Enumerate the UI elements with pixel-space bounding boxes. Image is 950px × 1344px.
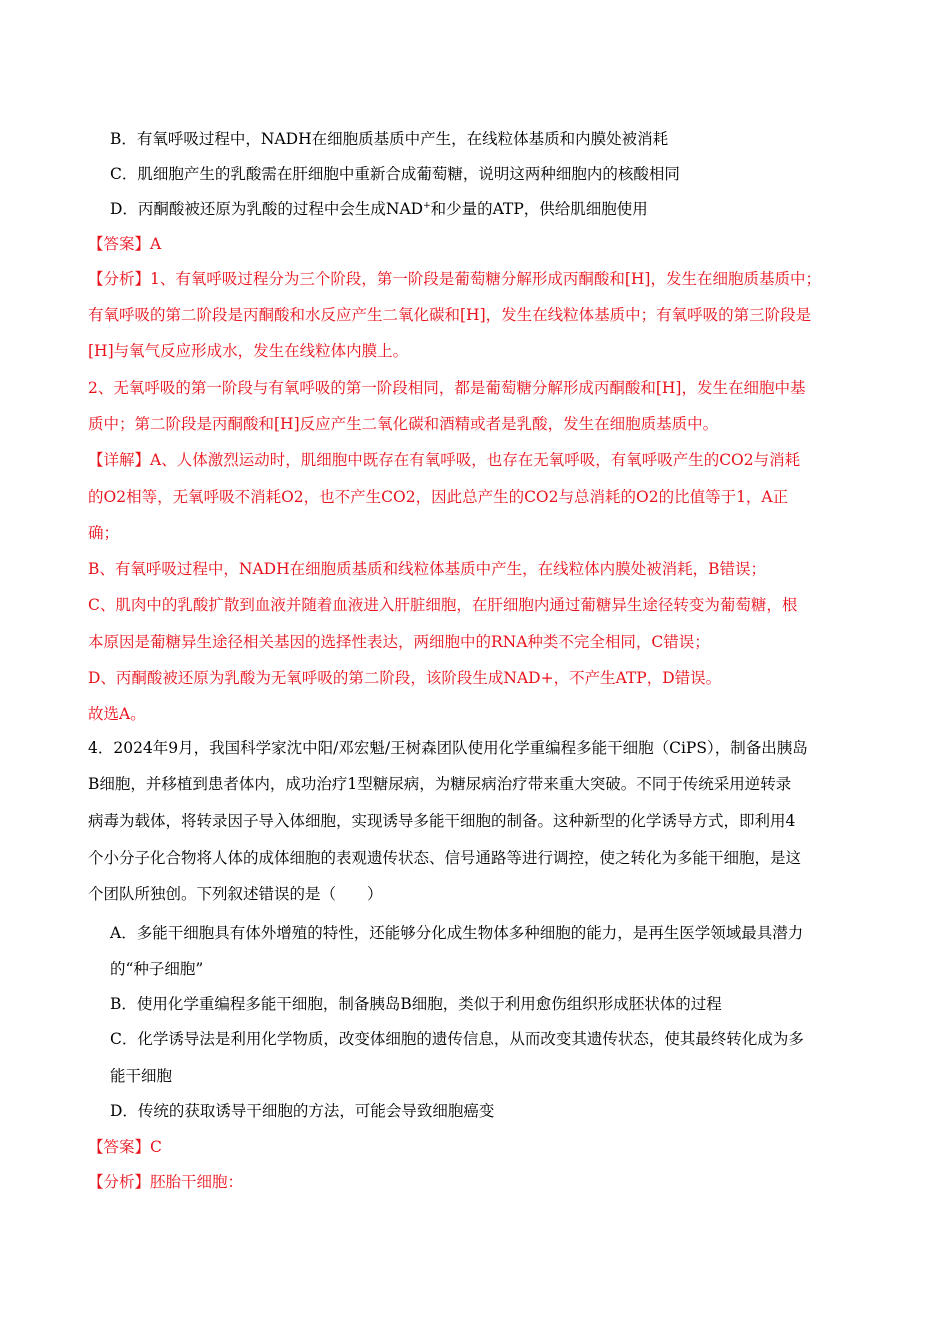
q3-answer: 【答案】A — [88, 235, 162, 253]
q3-option-c: C．肌细胞产生的乳酸需在肝细胞中重新合成葡萄糖，说明这两种细胞内的核酸相同 — [110, 165, 680, 183]
q3-option-d-text-end: 和少量的ATP，供给肌细胞使用 — [430, 200, 648, 218]
q3-detail-line: 的O2相等，无氧呼吸不消耗O2，也不产生CO2，因此总产生的CO2与总消耗的O2的比值等于1，A正 — [88, 488, 789, 506]
q3-detail-line: 【详解】A、人体激烈运动时，肌细胞中既存在有氧呼吸，也存在无氧呼吸，有氧呼吸产生的CO2与消耗 — [88, 451, 801, 469]
q3-analysis-line: 2、无氧呼吸的第一阶段与有氧呼吸的第一阶段相同，都是葡萄糖分解形成丙酮酸和[H]，发生在细胞中基 — [88, 379, 806, 397]
q3-detail-line: B、有氧呼吸过程中，NADH在细胞质基质和线粒体基质中产生，在线粒体内膜处被消耗，B错误； — [88, 560, 766, 578]
q3-analysis-line: 质中；第二阶段是丙酮酸和[H]反应产生二氧化碳和酒精或者是乳酸，发生在细胞质基质中。 — [88, 415, 719, 433]
q3-analysis-line: 【分析】1、有氧呼吸过程分为三个阶段，第一阶段是葡萄糖分解形成丙酮酸和[H]，发生在细胞质基质中； — [88, 270, 821, 288]
q4-stem-line: 个团队所独创。下列叙述错误的是（ ） — [88, 885, 383, 903]
q4-option-b: B．使用化学重编程多能干细胞，制备胰岛B细胞，类似于利用愈伤组织形成胚状体的过程 — [110, 995, 722, 1013]
q4-stem-line: 4．2024年9月，我国科学家沈中阳/邓宏魁/王树森团队使用化学重编程多能干细胞（CiPS），制备出胰岛 — [88, 739, 808, 757]
q4-option-c-cont: 能干细胞 — [110, 1067, 173, 1085]
q3-option-d-text: D．丙酮酸被还原为乳酸的过程中会生成NAD — [110, 200, 424, 218]
q3-analysis-line: [H]与氧气反应形成水，发生在线粒体内膜上。 — [88, 342, 409, 360]
q4-stem-line: 病毒为载体，将转录因子导入体细胞，实现诱导多能干细胞的制备。这种新型的化学诱导方式，即利用4 — [88, 812, 796, 830]
q4-option-a-cont: 的“种子细胞” — [110, 960, 204, 978]
q4-stem-line: B细胞，并移植到患者体内，成功治疗1型糖尿病，为糖尿病治疗带来重大突破。不同于传统采用逆转录 — [88, 775, 792, 793]
q4-answer: 【答案】C — [88, 1138, 162, 1156]
q4-analysis-start: 【分析】胚胎干细胞： — [88, 1173, 244, 1191]
q4-option-d: D．传统的获取诱导干细胞的方法，可能会导致细胞癌变 — [110, 1102, 495, 1120]
q3-conclusion: 故选A。 — [88, 705, 146, 723]
q3-option-d — [110, 198, 648, 220]
q4-option-c: C．化学诱导法是利用化学物质，改变体细胞的遗传信息，从而改变其遗传状态，使其最终转化成为多 — [110, 1030, 804, 1048]
q3-detail-line: D、丙酮酸被还原为乳酸为无氧呼吸的第二阶段，该阶段生成NAD+，不产生ATP，D错误。 — [88, 669, 722, 687]
q3-detail-line: 本原因是葡糖异生途径相关基因的选择性表达，两细胞中的RNA种类不完全相同，C错误； — [88, 633, 710, 651]
q3-analysis-line: 有氧呼吸的第二阶段是丙酮酸和水反应产生二氧化碳和[H]，发生在线粒体基质中；有氧呼吸的第三阶段是 — [88, 306, 812, 324]
q4-option-a: A．多能干细胞具有体外增殖的特性，还能够分化成生物体多种细胞的能力，是再生医学领域最具潜力 — [110, 924, 804, 942]
q3-detail-line: C、肌肉中的乳酸扩散到血液并随着血液进入肝脏细胞，在肝细胞内通过葡糖异生途径转变为葡萄糖，根 — [88, 596, 798, 614]
q4-stem-line: 个小分子化合物将人体的成体细胞的表观遗传状态、信号通路等进行调控，使之转化为多能干细胞，是这 — [88, 849, 802, 867]
q3-detail-line: 确； — [88, 524, 120, 542]
q3-option-b: B．有氧呼吸过程中，NADH在细胞质基质中产生，在线粒体基质和内膜处被消耗 — [110, 130, 669, 148]
q3-option-d-superscript: + — [423, 201, 431, 211]
